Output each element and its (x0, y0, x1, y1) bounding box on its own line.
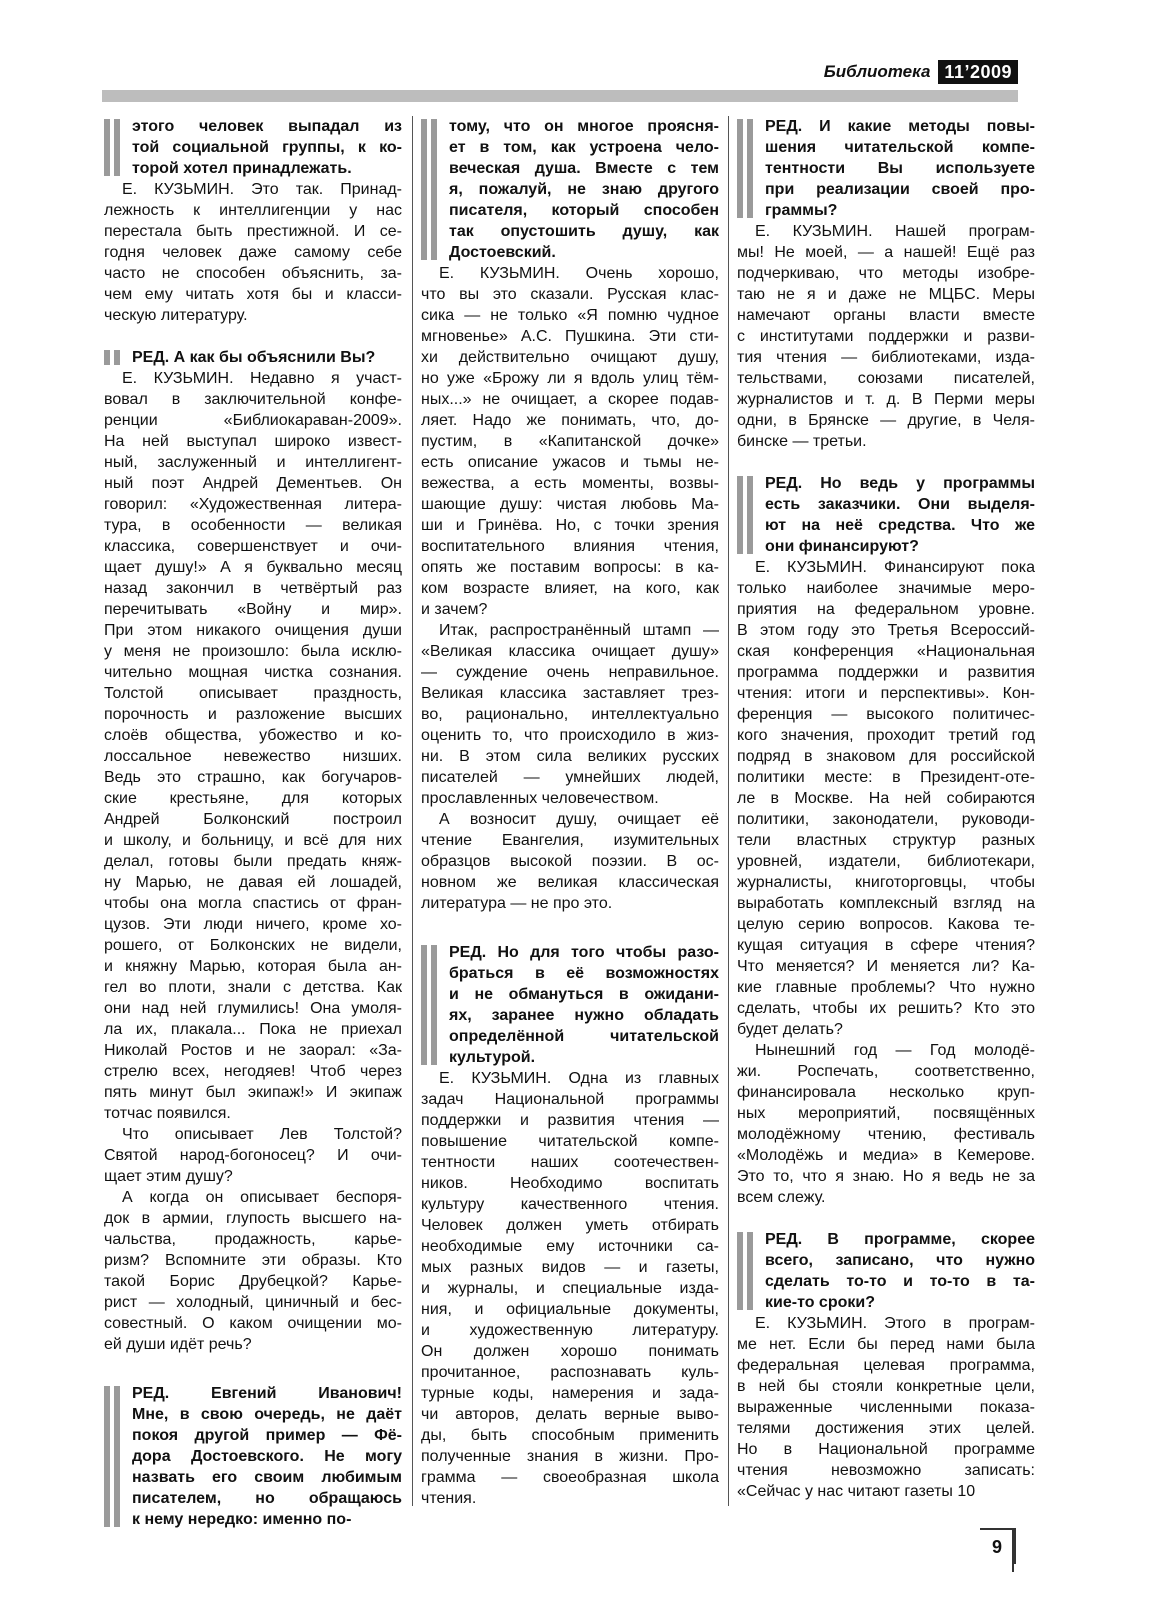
page-header (824, 60, 1018, 84)
answer-paragraph (737, 1040, 1035, 1208)
text-line: гел во плоти, знали с детства. Как (104, 979, 402, 996)
text-line: с институтами поддержки и разви- (737, 328, 1035, 345)
text-line: щает душу!» А я буквально месяц (104, 559, 402, 576)
text-line: тура, в особенности — великая (104, 517, 402, 534)
text-line: РЕД. Евгений Иванович! (132, 1385, 402, 1402)
text-line: вовал в заключительной конфе- (104, 391, 402, 408)
text-line: щает этим душу? (104, 1168, 233, 1185)
text-line: ния, и официальные документы, (421, 1301, 719, 1318)
text-line: На ней выступал широко извест- (104, 433, 402, 450)
text-line: политики, законодатели, руководи- (737, 811, 1035, 828)
text-line: Николай Ростов и не заорал: «За- (104, 1042, 402, 1059)
text-line: торой хотел принадлежать. (132, 160, 352, 177)
text-line: при реализации своей про- (765, 181, 1035, 198)
text-line: тентности Вы используете (765, 160, 1035, 177)
text-line: Что меняется? И меняется ли? Ка- (737, 958, 1035, 975)
answer-paragraph (737, 1313, 1035, 1502)
text-line: «Великая классика очищает душу» (421, 643, 719, 660)
text-line: в ней бы стояли конкретные цели, (737, 1378, 1035, 1395)
text-line: ла их, плакала... Пока не приехал (104, 1021, 402, 1038)
text-line: они над ней глумились! Она умоля- (104, 1000, 402, 1017)
block-spacer (737, 452, 1035, 473)
text-line: сика — не только «Я помню чудное (421, 307, 719, 324)
text-line: РЕД. И какие методы повы- (765, 118, 1035, 135)
block-spacer (104, 1355, 402, 1383)
text-line: покоя другой пример — Фё- (132, 1427, 402, 1444)
text-line: Е. КУЗЬМИН. Финансируют пока (755, 559, 1035, 576)
text-line: прочитанное, распознавать куль- (421, 1364, 719, 1381)
text-line: ме нет. Если бы перед нами была (737, 1336, 1035, 1353)
answer-paragraph (104, 1187, 402, 1355)
text-line: док в армии, глупость высшего на- (104, 1210, 402, 1227)
text-line: Но в Национальной программе (737, 1441, 1035, 1458)
text-line: перечитывать «Войну и мир». (104, 601, 402, 618)
text-line: ников. Необходимо воспитать (421, 1175, 719, 1192)
text-line: слоёв общества, убожество и ко- (104, 727, 402, 744)
text-line: ных...» не очищает, а скорее подав- (421, 391, 719, 408)
answer-paragraph (421, 620, 719, 809)
text-line: «Сейчас у нас читают газеты 10 (737, 1483, 976, 1500)
text-line: тельствами, союзами писателей, (737, 370, 1035, 387)
text-line: задач Национальной программы (421, 1091, 719, 1108)
text-line: во, рационально, интеллектуально (421, 706, 719, 723)
text-line: Е. КУЗЬМИН. Очень хорошо, (439, 265, 719, 282)
text-line: Нынешний год — Год молодё- (755, 1042, 1035, 1059)
text-line: повышение читательской компе- (421, 1133, 719, 1150)
text-line: рист — холодный, циничный и бес- (104, 1294, 402, 1311)
text-line: и зачем? (421, 601, 488, 618)
column-1 (104, 116, 402, 1530)
text-line: Е. КУЗЬМИН. Нашей програм- (755, 223, 1035, 240)
text-line: финансировала несколько круп- (737, 1084, 1035, 1101)
text-line: тели властных структур разных (737, 832, 1035, 849)
text-line: ют на неё средства. Что же (765, 517, 1035, 534)
text-line: что вы это сказали. Русская клас- (421, 286, 719, 303)
answer-paragraph (421, 1068, 719, 1509)
text-line: писателем, но обращаюсь (132, 1490, 402, 1507)
text-line: ренции «Библиокараван-2009». (104, 412, 402, 429)
text-line: ская конференция «Национальная (737, 643, 1035, 660)
text-line: сделать, чтобы их решить? Кто это (737, 1000, 1035, 1017)
text-line: кие-то сроки? (765, 1294, 875, 1311)
text-line: есть заказчики. Они выделя- (765, 496, 1035, 513)
text-line: этого человек выпадал из (132, 118, 402, 135)
text-line: ши и Гринёва. Но, с точки зрения (421, 517, 719, 534)
text-line: — суждение очень неправильное. (421, 664, 719, 681)
text-line: пять минут был экипаж!» И экипаж (104, 1084, 402, 1101)
column-3 (737, 116, 1035, 1502)
text-line: подчеркиваю, что методы изобре- (737, 265, 1035, 282)
text-line: мы! Не моей, — а нашей! Ещё раз (737, 244, 1035, 261)
text-line: Мне, в свою очередь, не даёт (132, 1406, 402, 1423)
text-line: классика, совершенствует и очи- (104, 538, 402, 555)
text-line: шения читательской компе- (765, 139, 1035, 156)
text-line: федеральная целевая программа, (737, 1357, 1035, 1374)
text-line: годня человек даже самому себе (104, 244, 402, 261)
text-line: ный поэт Андрей Дементьев. Он (104, 475, 402, 492)
column-divider (728, 116, 729, 1506)
text-line: ские крестьяне, для которых (104, 790, 402, 807)
editor-question (421, 116, 719, 263)
editor-question (104, 116, 402, 179)
column-divider (412, 116, 413, 1506)
text-line: вежества, а есть моменты, возвы- (421, 475, 719, 492)
text-line: всем слежу. (737, 1189, 826, 1206)
text-line: тому, что он многое проясня- (449, 118, 719, 135)
text-line: ный, заслуженный и интеллигент- (104, 454, 402, 471)
editor-question (421, 942, 719, 1068)
text-line: РЕД. В программе, скорее (765, 1231, 1035, 1248)
answer-paragraph (104, 179, 402, 326)
text-line: Ведь это страшно, как богучаров- (104, 769, 402, 786)
text-line: ет в том, как устроена чело- (449, 139, 719, 156)
text-line: При этом никакого очищения души (104, 622, 402, 639)
text-line: назад закончил в четвёртый раз (104, 580, 402, 597)
text-line: журналисты, книготорговцы, чтобы (737, 874, 1035, 891)
text-line: культурой. (449, 1049, 536, 1066)
editor-question (104, 347, 402, 368)
text-line: турные коды, намерения и зада- (421, 1385, 719, 1402)
editor-question (737, 116, 1035, 221)
text-line: оценить то, что происходило в жиз- (421, 727, 719, 744)
text-line: лоссальное невежество низших. (104, 748, 402, 765)
text-line: В этом году это Третья Всероссий- (737, 622, 1035, 639)
text-line: целую серию вопросов. Какова те- (737, 916, 1035, 933)
text-line: подряд в знаковом для российской (737, 748, 1035, 765)
text-line: тотчас появился. (104, 1105, 231, 1122)
text-line: и княжну Марью, которая была ан- (104, 958, 402, 975)
text-line: литература — не про это. (421, 895, 613, 912)
text-line: программа поддержки и развития (737, 664, 1035, 681)
text-line: ды, быть способным применить (421, 1427, 719, 1444)
text-line: РЕД. Но ведь у программы (765, 475, 1035, 492)
block-spacer (104, 326, 402, 347)
text-line: лежность к интеллигенции у нас (104, 202, 402, 219)
text-line: Он должен хорошо понимать (421, 1343, 719, 1360)
page-number-frame (1012, 1528, 1014, 1572)
text-line: цузов. Эти люди ничего, кроме хо- (104, 916, 402, 933)
text-line: и художественную литературу. (421, 1322, 719, 1339)
text-line: ей души идёт речь? (104, 1336, 252, 1353)
text-line: Это то, что я знаю. Но я ведь не за (737, 1168, 1035, 1185)
text-line: тия чтения — библиотеками, изда- (737, 349, 1035, 366)
text-line: перестала быть престижной. И се- (104, 223, 402, 240)
editor-question (104, 1383, 402, 1530)
text-line: браться в её возможностях (449, 965, 719, 982)
text-line: бинске — третьи. (737, 433, 867, 450)
text-line: ляет. Надо же понимать, что, до- (421, 412, 719, 429)
issue-badge: 11’2009 (938, 60, 1018, 84)
text-line: чтение Евангелия, изумительных (421, 832, 719, 849)
text-line: журналистов и т. д. В Перми меры (737, 391, 1035, 408)
text-line: А когда он описывает беспоря- (122, 1189, 402, 1206)
text-line: рошего, от Болконских не видели, (104, 937, 402, 954)
text-line: дора Достоевского. Не могу (132, 1448, 402, 1465)
text-line: кущая ситуация в сфере чтения? (737, 937, 1035, 954)
text-line: А возносит душу, очищает её (439, 811, 719, 828)
answer-paragraph (104, 368, 402, 1124)
text-line: Е. КУЗЬМИН. Одна из главных (439, 1070, 719, 1087)
text-line: Итак, распространённый штамп — (439, 622, 719, 639)
answer-paragraph (421, 809, 719, 914)
text-line: Толстой описывает праздность, (104, 685, 402, 702)
text-line: уровней, издатели, библиотекари, (737, 853, 1035, 870)
text-line: кие главные проблемы? Что нужно (737, 979, 1035, 996)
text-line: опять же поставим вопросы: в ка- (421, 559, 719, 576)
text-line: чем ему читать хотя бы и класси- (104, 286, 402, 303)
text-line: чтения: итоги и перспективы». Кон- (737, 685, 1035, 702)
text-line: говорил: «Художественная литера- (104, 496, 402, 513)
answer-paragraph (737, 221, 1035, 452)
column-2 (421, 116, 719, 1509)
text-line: порочность и разложение высших (104, 706, 402, 723)
text-line: Святой народ-богоносец? И очи- (104, 1147, 402, 1164)
text-line: Что описывает Лев Толстой? (122, 1126, 402, 1143)
text-line: «Молодёжь и медиа» в Кемерове. (737, 1147, 1035, 1164)
text-line: культуру качественного чтения. (421, 1196, 719, 1213)
text-line: и журналы, и специальные изда- (421, 1280, 719, 1297)
text-line: так опустошить душу, как (449, 223, 719, 240)
text-line: ни. В этом сила великих русских (421, 748, 719, 765)
text-line: кого значения, проходит третий год (737, 727, 1035, 744)
text-line: но уже «Брожу ли я вдоль улиц тём- (421, 370, 719, 387)
text-line: писателя, который способен (449, 202, 719, 219)
text-line: полученные знания в жизни. Про- (421, 1448, 719, 1465)
text-line: поддержки и развития чтения — (421, 1112, 719, 1129)
text-line: стрелю всех, негодяев! Чтоб через (104, 1063, 402, 1080)
text-line: выработать комплексный взгляд на (737, 895, 1035, 912)
text-line: чальства, продажность, карье- (104, 1231, 402, 1248)
text-line: одни, в Брянске — другие, в Челя- (737, 412, 1035, 429)
magazine-title: Библиотека (823, 62, 931, 81)
text-line: я, пожалуй, не знаю другого (449, 181, 719, 198)
text-line: у меня не произошло: была исклю- (104, 643, 402, 660)
editor-question (737, 1229, 1035, 1313)
text-line: молодёжному чтению, фестиваль (737, 1126, 1035, 1143)
text-line: будет делать? (737, 1021, 843, 1038)
text-line: к нему нередко: именно по- (132, 1511, 352, 1528)
answer-paragraph (104, 1124, 402, 1187)
text-line: Великая классика заставляет трез- (421, 685, 719, 702)
text-line: есть описание ужасов и тьмы не- (421, 454, 719, 471)
text-line: мгновенье» А.С. Пушкина. Эти сти- (421, 328, 719, 345)
text-line: намечают органы власти вместе (737, 307, 1035, 324)
text-line: ризм? Вспомните эти образы. Кто (104, 1252, 402, 1269)
text-line: пустим, в «Капитанской дочке» (421, 433, 719, 450)
text-line: чтения. (421, 1490, 477, 1507)
text-line: определённой читательской (449, 1028, 719, 1045)
text-line: телями достижения этих целей. (737, 1420, 1035, 1437)
text-line: грамма — своеобразная школа (421, 1469, 719, 1486)
text-line: чи авторов, делать верные выво- (421, 1406, 719, 1423)
text-line: назвать его своим любимым (132, 1469, 402, 1486)
text-line: ях, заранее нужно обладать (449, 1007, 719, 1024)
text-line: ных мероприятий, посвящённых (737, 1105, 1035, 1122)
text-line: чтения невозможно записать: (737, 1462, 1035, 1479)
text-line: РЕД. А как бы объяснили Вы? (132, 349, 376, 366)
text-line: Человек должен уметь отбирать (421, 1217, 719, 1234)
text-line: ле в Москве. На ней собираются (737, 790, 1035, 807)
editor-question (737, 473, 1035, 557)
text-line: сделать то-то и то-то в та- (765, 1273, 1035, 1290)
text-line: веческая душа. Вместе с тем (449, 160, 719, 177)
text-line: писателей — умнейших людей, (421, 769, 719, 786)
text-line: прославленных человечеством. (421, 790, 659, 807)
text-line: Достоевский. (449, 244, 556, 261)
block-spacer (737, 1208, 1035, 1229)
text-line: граммы? (765, 202, 838, 219)
text-line: политики месте: в Президент-оте- (737, 769, 1035, 786)
text-line: выраженные численными показа- (737, 1399, 1035, 1416)
text-line: новном же великая классическая (421, 874, 719, 891)
text-line: необходимые ему источники са- (421, 1238, 719, 1255)
text-line: мых разных видов — и газеты, (421, 1259, 719, 1276)
text-line: часто не способен объяснить, за- (104, 265, 402, 282)
text-line: РЕД. Но для того чтобы разо- (449, 944, 719, 961)
text-line: чительно мощная чистка сознания. (104, 664, 402, 681)
text-line: той социальной группы, к ко- (132, 139, 402, 156)
text-line: они финансируют? (765, 538, 919, 555)
text-line: ференция — высокого политичес- (737, 706, 1035, 723)
text-line: и школу, и больницу, и всё для них (104, 832, 402, 849)
text-line: тентности наших соотечествен- (421, 1154, 719, 1171)
text-line: Е. КУЗЬМИН. Это так. Принад- (122, 181, 402, 198)
text-line: таю не я и даже не МЦБС. Меры (737, 286, 1035, 303)
text-line: ческую литературу. (104, 307, 248, 324)
text-line: жи. Роспечать, соответственно, (737, 1063, 1035, 1080)
text-line: делал, готовы были предать княж- (104, 853, 402, 870)
text-line: и не обмануться в ожидани- (449, 986, 719, 1003)
text-line: Е. КУЗЬМИН. Недавно я участ- (122, 370, 402, 387)
text-line: шающие душу: чистая любовь Ма- (421, 496, 719, 513)
text-line: ком возрасте влияет, на кого, как (421, 580, 719, 597)
text-line: только наиболее значимые меро- (737, 580, 1035, 597)
text-line: воспитательного влияния чтения, (421, 538, 719, 555)
answer-paragraph (421, 263, 719, 620)
text-line: Андрей Болконский построил (104, 811, 402, 828)
block-spacer (421, 914, 719, 942)
header-bar (102, 90, 1018, 102)
answer-paragraph (737, 557, 1035, 1040)
text-line: образцов высокой поэзии. В ос- (421, 853, 719, 870)
text-line: такой Борис Друбецкой? Карье- (104, 1273, 402, 1290)
text-line: совестный. О каком очищении мо- (104, 1315, 402, 1332)
text-line: хи действительно очищают душу, (421, 349, 719, 366)
text-line: ну Марью, не давая ей лошадей, (104, 874, 402, 891)
text-line: всего, записано, что нужно (765, 1252, 1035, 1269)
text-line: приятия на федеральном уровне. (737, 601, 1035, 618)
page-number: 9 (980, 1528, 1016, 1564)
text-line: Е. КУЗЬМИН. Этого в програм- (755, 1315, 1035, 1332)
text-line: чтобы она могла спастись от фран- (104, 895, 402, 912)
